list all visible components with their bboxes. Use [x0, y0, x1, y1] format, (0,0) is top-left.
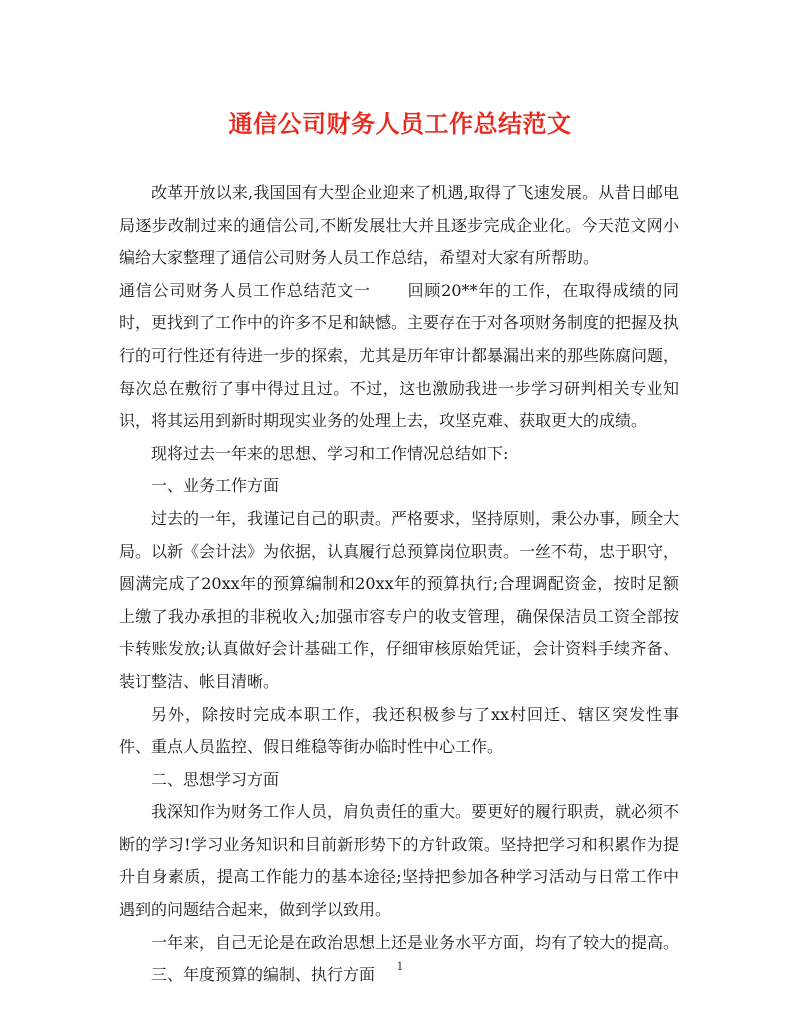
document-title: 通信公司财务人员工作总结范文 — [228, 109, 572, 138]
intro-paragraph: 改革开放以来,我国国有大型企业迎来了机遇,取得了飞速发展。从昔日邮电局逐步改制过来的通信公司,不断发展壮大并且逐步完成企业化。今天范文网小编给大家整理了通信公司财务人员工作总结，希望对大家有所帮助。 — [119, 183, 679, 268]
section-heading-study: 二、思想学习方面 — [151, 769, 280, 789]
sample-one-paragraph — [119, 275, 679, 438]
summary-intro-paragraph: 现将过去一年来的思想、学习和工作情况总结如下: — [151, 443, 509, 463]
study-paragraph-2: 一年来，自己无论是在政治思想上还是业务水平方面，均有了较大的提高。 — [151, 932, 680, 952]
sample-label: 通信公司财务人员工作总结范文一 — [119, 280, 371, 300]
section-heading-budget: 三、年度预算的编制、执行方面 — [151, 965, 376, 985]
sample-opening-text: 回顾20**年的工作，在取得成绩的同时，更找到了工作中的许多不足和缺憾。主要存在于对各项财务制度的把握及执行的可行性还有待进一步的探索，尤其是历年审计都暴漏出来的那些陈腐问题，每次总在敷衍了事中得过且过。不过，这也激励我进一步学习研判相关专业知识，将其运用到新时期现实业务的处理上去，攻坚克难、获取更大的成绩。 — [119, 280, 680, 431]
business-paragraph-1: 过去的一年，我谨记自己的职责。严格要求，坚持原则，秉公办事，顾全大局。以新《会计法》为依据，认真履行总预算岗位职责。一丝不苟，忠于职守，圆满完成了20xx年的预算编制和20xx年的预算执行;合理调配资金，按时足额上缴了我办承担的非税收入;加强市容专户的收支管理，确保保洁员工资全部按卡转账发放;认真做好会计基础工作，仔细审核原始凭证，会计资料手续齐备、装订整洁、帐目清晰。 — [119, 508, 680, 691]
document-body — [119, 177, 679, 992]
page-number: 1 — [396, 960, 404, 973]
study-paragraph-1: 我深知作为财务工作人员，肩负责任的重大。要更好的履行职责，就必须不断的学习!学习业务知识和目前新形势下的方针政策。坚持把学习和积累作为提升自身素质，提高工作能力的基本途径;坚持把参加各种学习活动与日常工作中遇到的问题结合起来，做到学以致用。 — [119, 802, 680, 920]
section-heading-business: 一、业务工作方面 — [151, 476, 280, 496]
business-paragraph-2: 另外，除按时完成本职工作，我还积极参与了xx村回迁、辖区突发性事件、重点人员监控、假日维稳等街办临时性中心工作。 — [119, 704, 679, 757]
